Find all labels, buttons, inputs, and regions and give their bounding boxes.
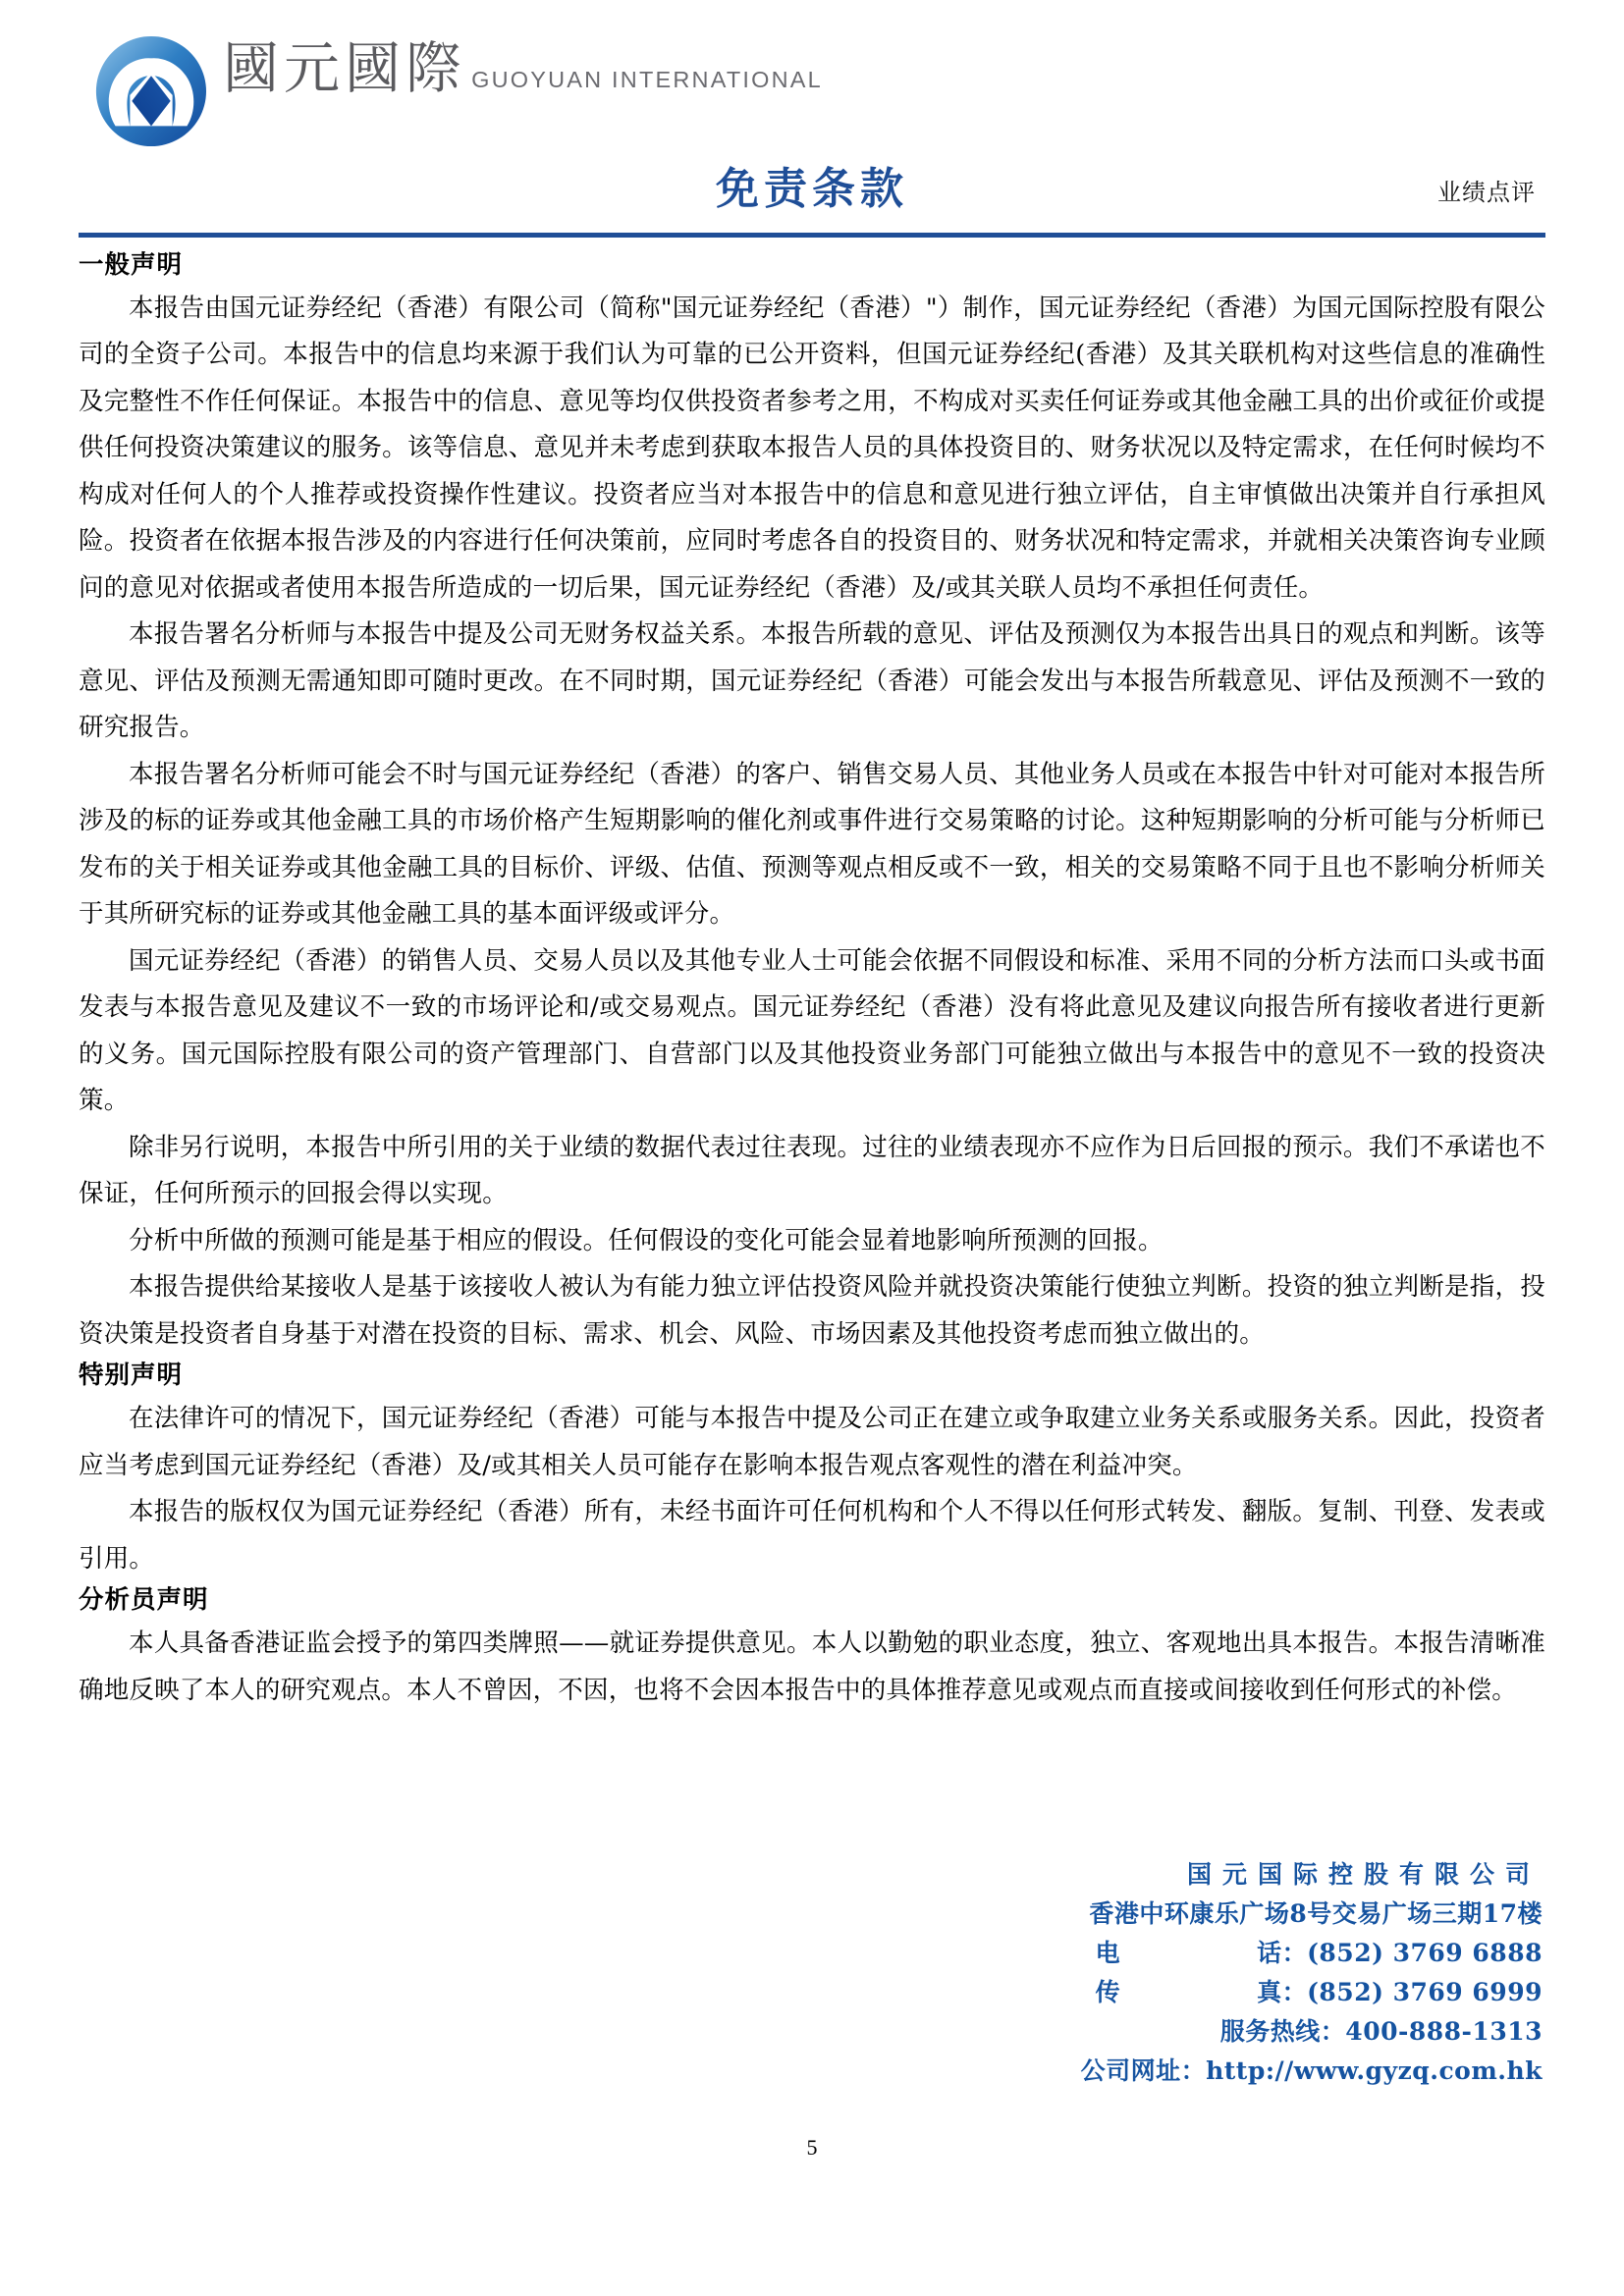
contact-fax (855, 1973, 1543, 2012)
section-heading-special: 特别声明 (79, 1361, 184, 1391)
paragraph: 本报告提供给某接收人是基于该接收人被认为有能力独立评估投资风险并就投资决策能行使独立判断。投资的独立判断是指，投资决策是投资者自身基于对潜在投资的目标、需求、机会、风险、市场因素及其他投资考虑而独立做出的。 (79, 1272, 1545, 1349)
logo-wordmark (223, 31, 823, 101)
header-divider (79, 233, 1545, 238)
contact-telephone (855, 1934, 1543, 1973)
section-heading-general: 一般声明 (79, 250, 184, 280)
paragraph: 本报告由国元证券经纪（香港）有限公司（简称"国元证券经纪（香港）"）制作，国元证券经纪（香港）为国元国际控股有限公司的全资子公司。本报告中的信息均来源于我们认为可靠的已公开资料，但国元证券经纪(香港）及其关联机构对这些信息的准确性及完整性不作任何保证。本报告中的信息、意见等均仅供投资者参考之用，不构成对买卖任何证券或其他金融工具的出价或征价或提供任何投资决策建议的服务。该等信息、意见并未考虑到获取本报告人员的具体投资目的、财务状况以及特定需求，在任何时候均不构成对任何人的个人推荐或投资操作性建议。投资者应当对本报告中的信息和意见进行独立评估，自主审慎做出决策并自行承担风险。投资者在依据本报告涉及的内容进行任何决策前，应同时考虑各自的投资目的、财务状况和特定需求，并就相关决策咨询专业顾问的意见对依据或者使用本报告所造成的一切后果，国元证券经纪（香港）及/或其关联人员均不承担任何责任。 (79, 293, 1545, 603)
contact-fax-label (1096, 1973, 1282, 2012)
logo-text-cn: 國元國際 (223, 36, 466, 101)
contact-block (855, 1855, 1543, 2091)
contact-company: 国元国际控股有限公司 (1186, 1860, 1541, 1889)
paragraph: 本人具备香港证监会授予的第四类牌照——就证券提供意见。本人以勤勉的职业态度，独立、客观地出具本报告。本报告清晰准确地反映了本人的研究观点。本人不曾因，不因，也将不会因本报告中的具体推荐意见或观点而直接或间接收到任何形式的补偿。 (79, 1629, 1545, 1705)
contact-hotline: 服务热线：400-888-1313 (1219, 2017, 1543, 2046)
paragraph: 本报告署名分析师可能会不时与国元证券经纪（香港）的客户、销售交易人员、其他业务人员或在本报告中针对可能对本报告所涉及的标的证券或其他金融工具的市场价格产生短期影响的催化剂或事件进行交易策略的讨论。这种短期影响的分析可能与分析师已发布的关于相关证券或其他金融工具的目标价、评级、估值、预测等观点相反或不一致，相关的交易策略不同于且也不影响分析师关于其所研究标的证券或其他金融工具的基本面评级或评分。 (79, 759, 1545, 930)
contact-fax-label-a: 传 (1095, 1978, 1258, 2006)
guoyuan-logo-icon (93, 33, 209, 149)
paragraph: 分析中所做的预测可能是基于相应的假设。任何假设的变化可能会显着地影响所预测的回报。 (129, 1225, 1164, 1255)
page-header (0, 0, 1624, 214)
contact-fax-value: ：(852) 3769 6999 (1281, 1978, 1543, 2006)
paragraph: 本报告的版权仅为国元证券经纪（香港）所有，未经书面许可任何机构和个人不得以任何形式转发、翻版。复制、刊登、发表或引用。 (79, 1497, 1545, 1574)
contact-address: 香港中环康乐广场8号交易广场三期17楼 (1089, 1899, 1543, 1928)
paragraph: 国元证券经纪（香港）的销售人员、交易人员以及其他专业人士可能会依据不同假设和标准、采用不同的分析方法而口头或书面发表与本报告意见及建议不一致的市场评论和/或交易观点。国元证券经纪（香港）没有将此意见及建议向报告所有接收者进行更新的义务。国元国际控股有限公司的资产管理部门、自营部门以及其他投资业务部门可能独立做出与本报告中的意见不一致的投资决策。 (79, 945, 1545, 1116)
logo-text-en: GUOYUAN INTERNATIONAL (471, 67, 823, 92)
contact-telephone-label: 电话 (1095, 1939, 1282, 1967)
contact-website[interactable]: 公司网址：http://www.gyzq.com.hk (1080, 2056, 1543, 2085)
page-number: 5 (806, 2135, 818, 2160)
contact-fax-label-b: 真 (1257, 1978, 1282, 2006)
paragraph: 本报告署名分析师与本报告中提及公司无财务权益关系。本报告所载的意见、评估及预测仅为本报告出具日的观点和判断。该等意见、评估及预测无需通知即可随时更改。在不同时期，国元证券经纪（香港）可能会发出与本报告所载意见、评估及预测不一致的研究报告。 (79, 619, 1545, 743)
contact-telephone-value: ：(852) 3769 6888 (1281, 1939, 1543, 1967)
page-title: 免责条款 (716, 164, 908, 214)
company-logo (93, 31, 823, 149)
document-body (79, 247, 1545, 1714)
paragraph: 在法律许可的情况下，国元证券经纪（香港）可能与本报告中提及公司正在建立或争取建立业务关系或服务关系。因此，投资者应当考虑到国元证券经纪（香港）及/或其相关人员可能存在影响本报告观点客观性的潜在利益冲突。 (79, 1404, 1545, 1480)
paragraph: 除非另行说明，本报告中所引用的关于业绩的数据代表过往表现。过往的业绩表现亦不应作为日后回报的预示。我们不承诺也不保证，任何所预示的回报会得以实现。 (79, 1132, 1545, 1209)
section-heading-analyst: 分析员声明 (79, 1585, 209, 1616)
report-type-label: 业绩点评 (1437, 179, 1536, 206)
